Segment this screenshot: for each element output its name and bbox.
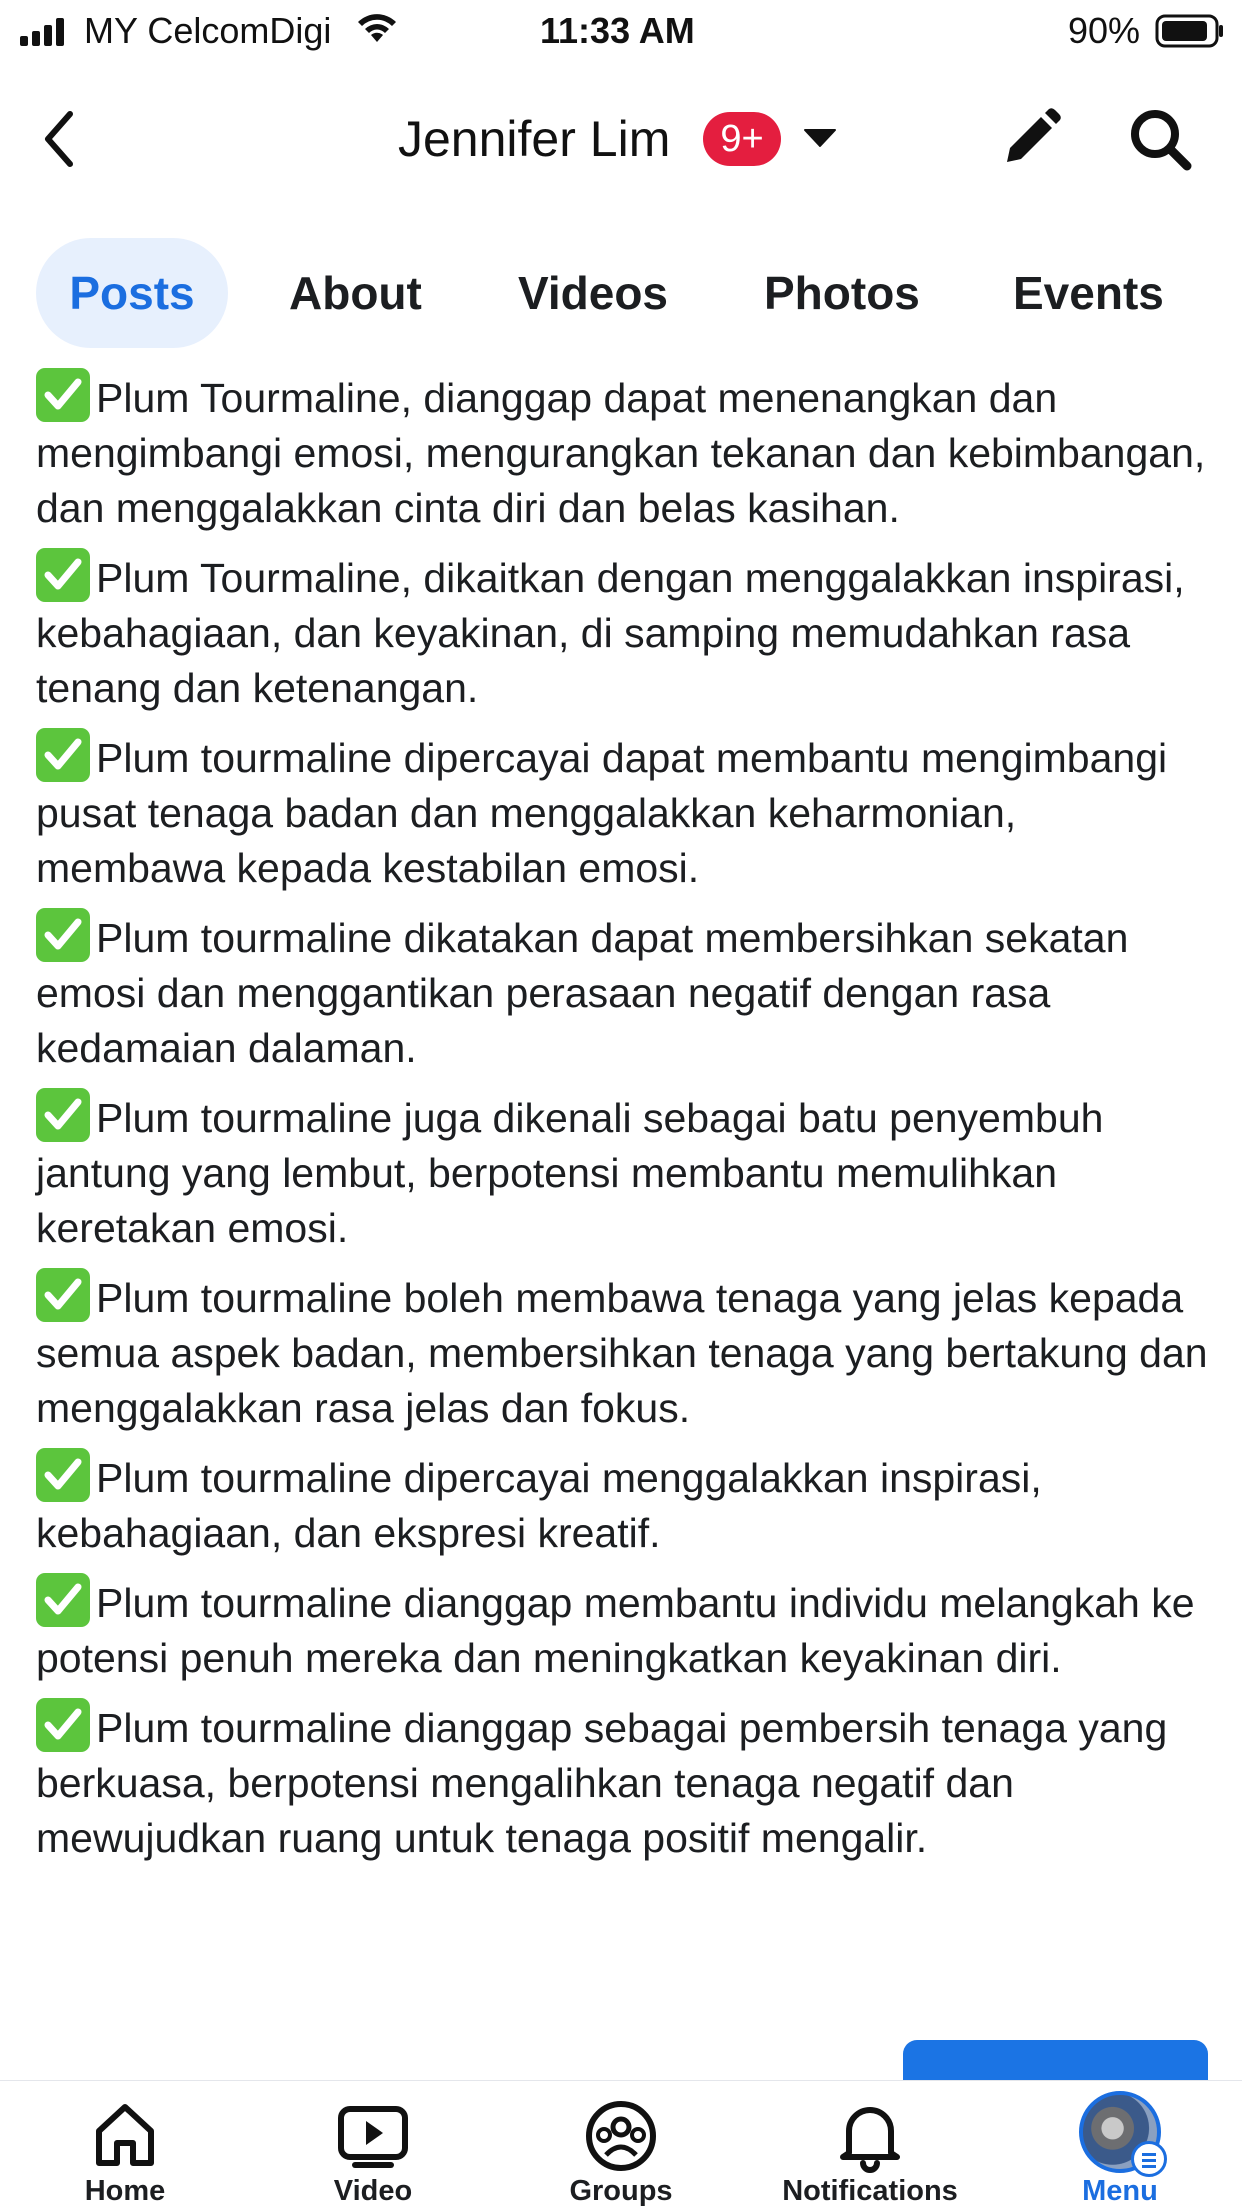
back-button[interactable]: [40, 104, 100, 174]
nav-notifications-label: Notifications: [782, 2175, 958, 2207]
avatar: [1079, 2091, 1161, 2173]
home-icon: [89, 2099, 161, 2171]
check-mark-icon: [36, 1573, 90, 1627]
nav-notifications[interactable]: [775, 2081, 965, 2209]
clock: 11:33 AM: [540, 10, 695, 51]
check-mark-icon: [36, 548, 90, 602]
post-paragraph: [36, 368, 1216, 536]
post-paragraph: [36, 1448, 1216, 1561]
tab-posts[interactable]: Posts: [36, 238, 228, 348]
nav-menu-label: Menu: [1082, 2175, 1158, 2207]
tab-events[interactable]: Events: [1013, 267, 1164, 319]
paragraph-text: Plum Tourmaline, dikaitkan dengan menggalakkan inspirasi, kebahagiaan, dan keyakinan, di samping memudahkan rasa tenang dan ketenangan.: [36, 555, 1185, 711]
paragraph-text: Plum Tourmaline, dianggap dapat menenangkan dan mengimbangi emosi, mengurangkan tekanan dan kebimbangan, dan menggalakkan cinta diri dan belas kasihan.: [36, 375, 1206, 531]
check-mark-icon: [36, 1698, 90, 1752]
paragraph-text: Plum tourmaline dianggap membantu individu melangkah ke potensi penuh mereka dan meningkatkan keyakinan diri.: [36, 1580, 1195, 1681]
nav-groups-label: Groups: [569, 2175, 673, 2207]
profile-name[interactable]: Jennifer Lim: [398, 111, 671, 167]
check-mark-icon: [36, 728, 90, 782]
nav-video[interactable]: [308, 2081, 438, 2209]
search-icon: [1125, 104, 1195, 174]
edit-button[interactable]: [995, 104, 1065, 174]
post-paragraph: [36, 1088, 1216, 1256]
check-mark-icon: [36, 1088, 90, 1142]
signal-icon: [20, 18, 64, 46]
profile-switcher-button[interactable]: [800, 122, 840, 157]
profile-header: [0, 64, 1242, 214]
profile-tabs: [0, 238, 1242, 348]
search-button[interactable]: [1125, 104, 1195, 174]
wifi-icon: [355, 12, 399, 51]
post-paragraph: [36, 1698, 1216, 1866]
nav-video-label: Video: [333, 2175, 413, 2207]
status-bar: [0, 0, 1242, 64]
battery-icon: [1155, 14, 1225, 53]
bell-icon: [835, 2099, 905, 2173]
edit-icon: [995, 104, 1065, 174]
paragraph-text: Plum tourmaline boleh membawa tenaga yang jelas kepada semua aspek badan, membersihkan tenaga yang bertakung dan menggalakkan rasa jelas dan fokus.: [36, 1275, 1208, 1431]
post-paragraph: [36, 728, 1216, 896]
check-mark-icon: [36, 1268, 90, 1322]
bottom-nav: [0, 2080, 1242, 2209]
nav-menu[interactable]: [1060, 2081, 1180, 2209]
paragraph-text: Plum tourmaline dipercayai dapat membantu mengimbangi pusat tenaga badan dan menggalakkan keharmonian, membawa kepada kestabilan emosi.: [36, 735, 1168, 891]
post-paragraph: [36, 548, 1216, 716]
nav-home[interactable]: [60, 2081, 190, 2209]
tab-about[interactable]: About: [289, 267, 422, 319]
carrier-label: MY CelcomDigi: [84, 10, 332, 51]
check-mark-icon: [36, 1448, 90, 1502]
back-icon: [40, 104, 80, 174]
caret-down-icon: [800, 122, 840, 152]
cta-button[interactable]: [903, 2040, 1208, 2082]
post-paragraph: [36, 1268, 1216, 1436]
battery-percent: 90%: [1068, 10, 1141, 51]
tab-videos[interactable]: Videos: [518, 267, 668, 319]
notification-badge: 9+: [703, 112, 781, 166]
nav-groups[interactable]: [556, 2081, 686, 2209]
paragraph-text: Plum tourmaline dipercayai menggalakkan inspirasi, kebahagiaan, dan ekspresi kreatif.: [36, 1455, 1042, 1556]
groups-icon: [584, 2099, 658, 2173]
post-paragraph: [36, 908, 1216, 1076]
check-mark-icon: [36, 908, 90, 962]
nav-home-label: Home: [84, 2175, 166, 2207]
post-body: [36, 368, 1216, 1878]
paragraph-text: Plum tourmaline dianggap sebagai pembersih tenaga yang berkuasa, berpotensi mengalihkan tenaga negatif dan mewujudkan ruang untuk tenaga positif mengalir.: [36, 1705, 1168, 1861]
check-mark-icon: [36, 368, 90, 422]
menu-icon: [1131, 2141, 1167, 2177]
tab-photos[interactable]: Photos: [764, 267, 920, 319]
paragraph-text: Plum tourmaline dikatakan dapat membersihkan sekatan emosi dan menggantikan perasaan negatif dengan rasa kedamaian dalaman.: [36, 915, 1129, 1071]
post-paragraph: [36, 1573, 1216, 1686]
paragraph-text: Plum tourmaline juga dikenali sebagai batu penyembuh jantung yang lembut, berpotensi membantu memulihkan keretakan emosi.: [36, 1095, 1104, 1251]
video-icon: [335, 2099, 411, 2171]
